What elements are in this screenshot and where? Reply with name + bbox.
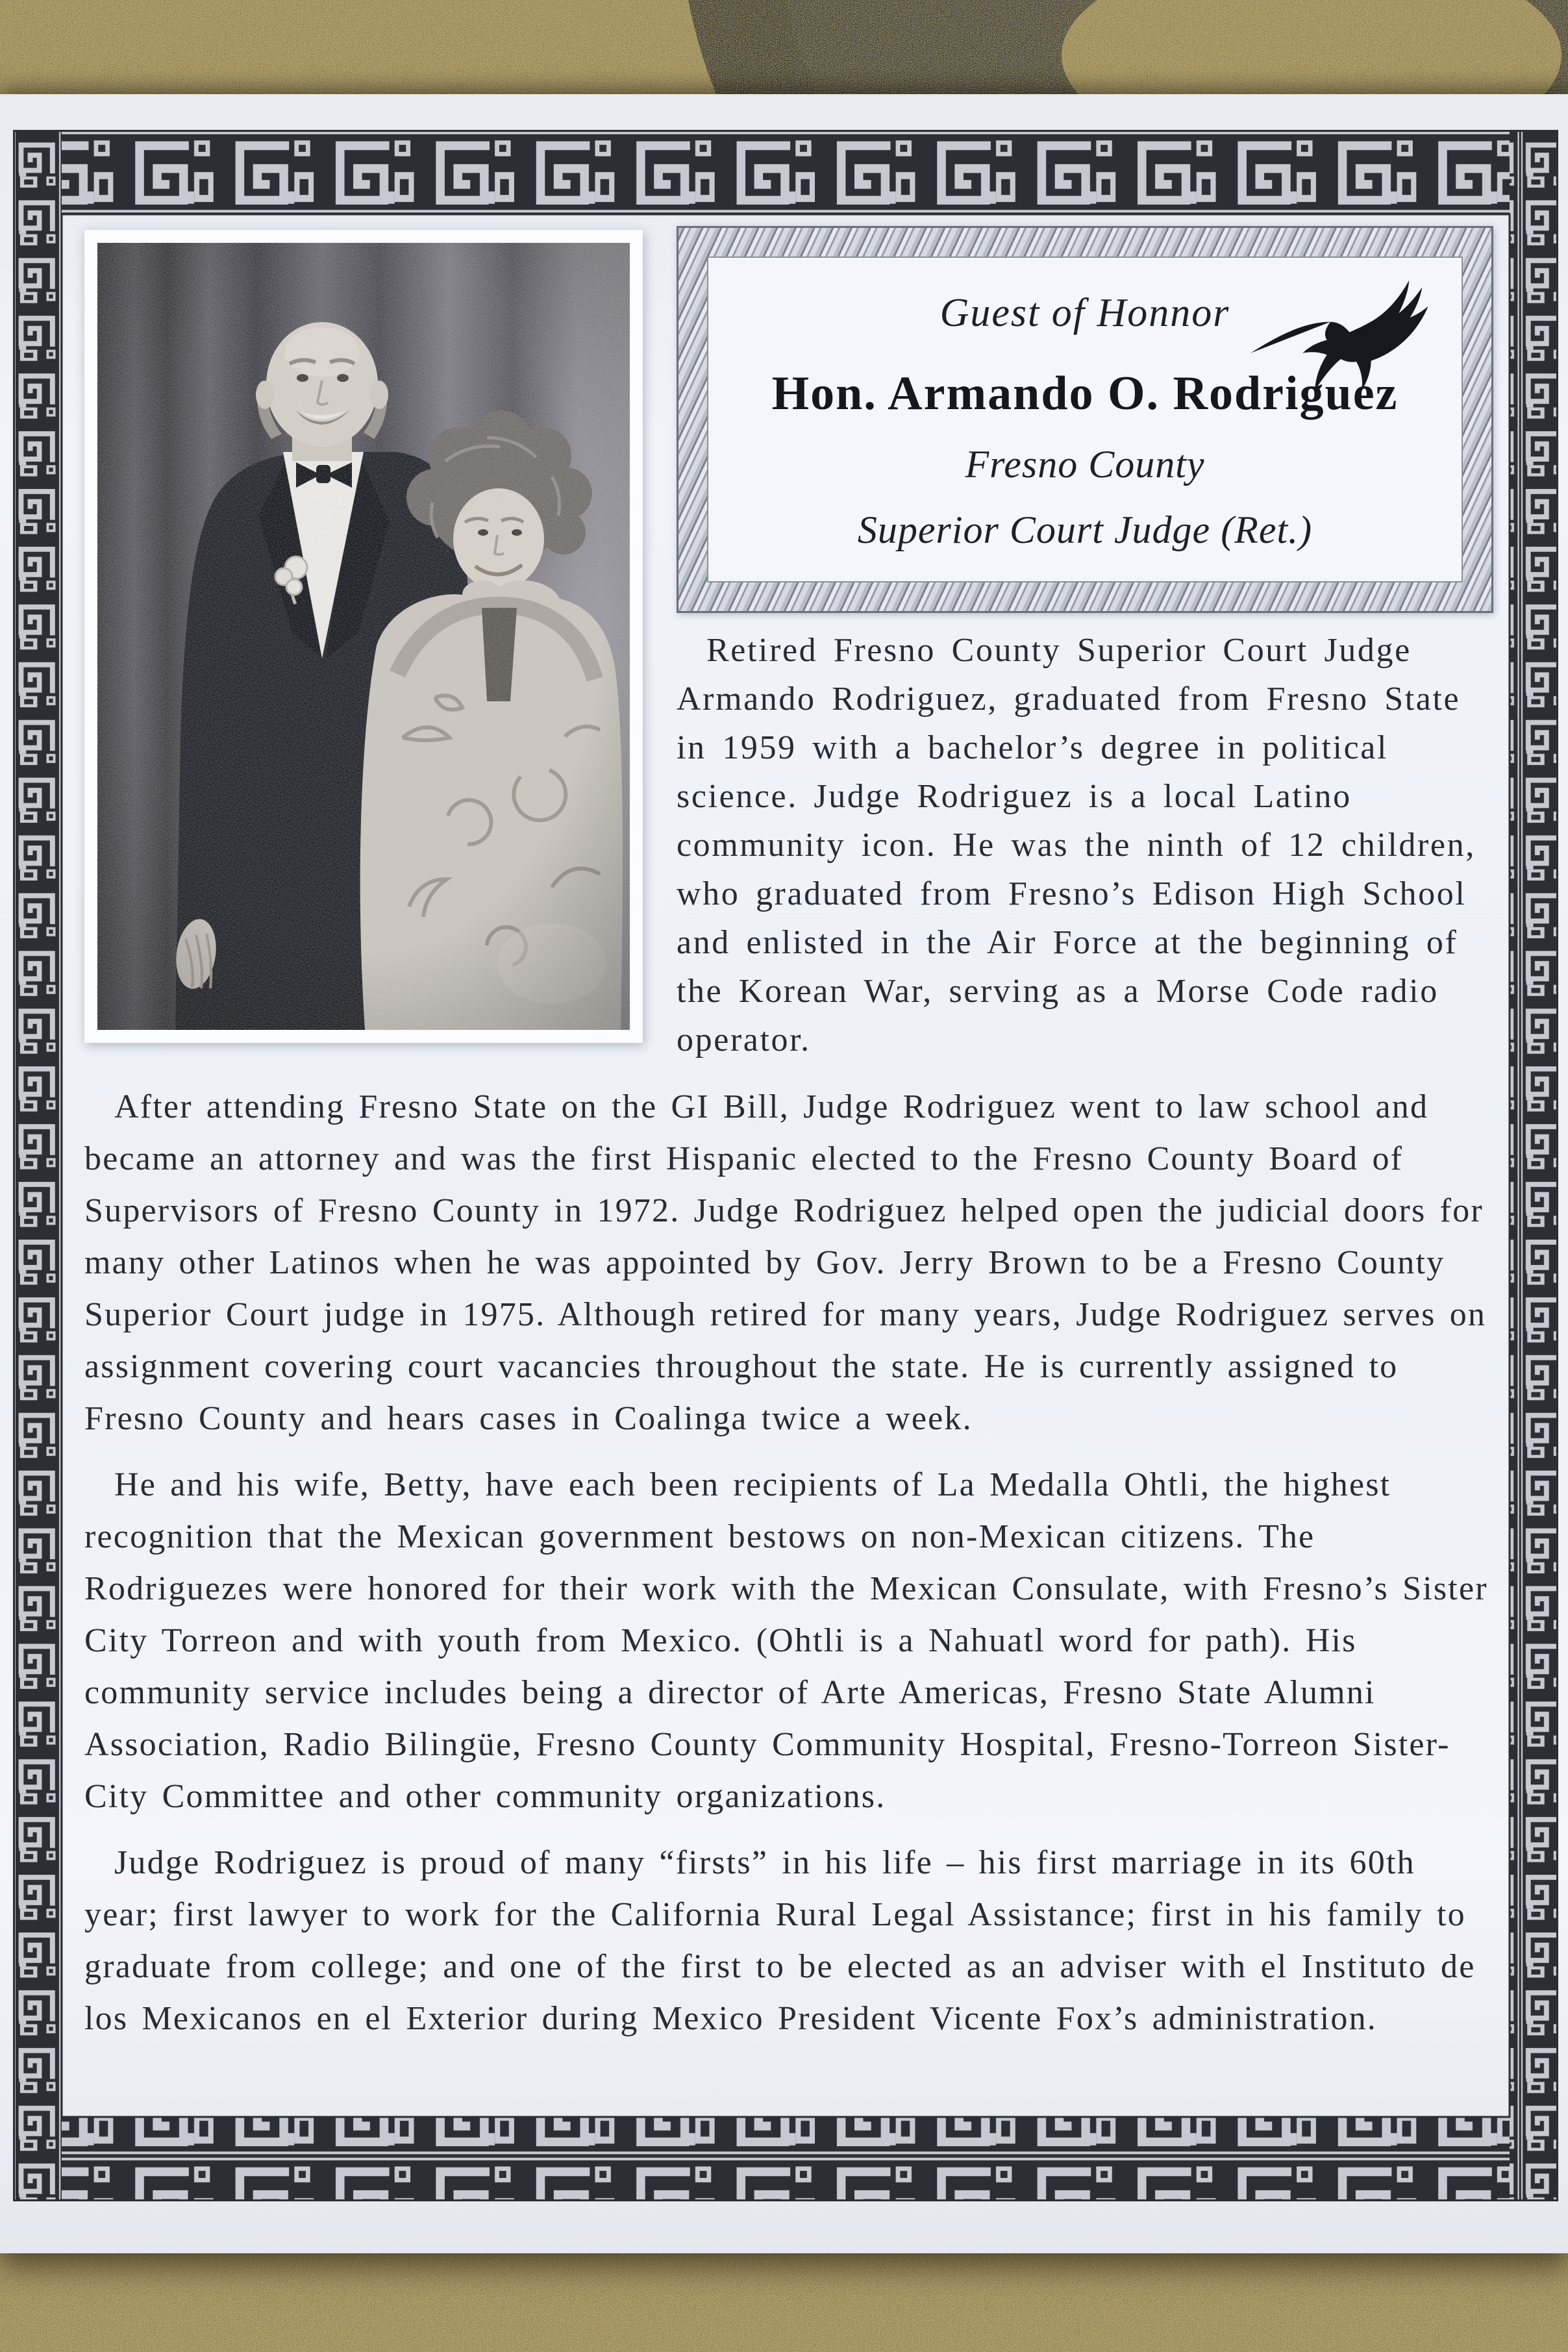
honoree-name: Hon. Armando O. Rodriguez — [771, 367, 1399, 420]
couple-photo-image — [97, 243, 630, 1030]
honoree-subtitle-role: Superior Court Judge (Ret.) — [857, 508, 1313, 551]
title-box — [677, 226, 1493, 613]
honoree-subtitle-county: Fresno County — [965, 443, 1205, 486]
article-paragraph-4: Judge Rodriguez is proud of many “firsts” in his life – his first marriage in its 60th year; first lawyer to work for the California Rural Legal Assistance; first in his family to graduate from college; and one of the first to be elected as an adviser with el Instituto de los Mexicanos en el Exterior during Mexico President Vicente Fox’s administration. — [84, 1844, 1476, 2037]
program-page — [0, 94, 1568, 2253]
title-box-inner — [707, 256, 1463, 582]
article-paragraph-1: Retired Fresno County Superior Court Judge Armando Rodriguez, graduated from Fresno State in 1959 with a bachelor’s degree in political science. Judge Rodriguez is a local Latino community icon. He was the ninth of 12 children, who graduated from Fresno’s Edison High School and enlisted in the Air Force at the beginning of the Korean War, serving as a Morse Code radio operator. — [677, 632, 1476, 1058]
page-content — [62, 214, 1510, 2117]
couple-photo — [84, 230, 643, 1043]
kicker-text: Guest of Honnor — [940, 291, 1230, 335]
article-paragraph-3: He and his wife, Betty, have each been recipients of La Medalla Ohtli, the highest recognition that the Mexican government bestows on non-Mexican citizens. The Rodriguezes were honored for their work with the Mexican Consulate, with Fresno’s Sister City Torreon and with youth from Mexico. (Ohtli is a Nahuatl word for path). His community service includes being a director of Arte Americas, Fresno State Alumni Association, Radio Bilingüe, Fresno County Community Hospital, Fresno-Torreon Sister-City Committee and other community organizations. — [84, 1466, 1488, 1815]
article-paragraph-2: After attending Fresno State on the GI Bill, Judge Rodriguez went to law school and became an attorney and was the first Hispanic elected to the Fresno County Board of Supervisors of Fresno County in 1972. Judge Rodriguez helped open the judicial doors for many other Latinos when he was appointed by Gov. Jerry Brown to be a Fresno County Superior Court judge in 1975. Although retired for many years, Judge Rodriguez serves on assignment covering court vacancies throughout the state. He is currently assigned to Fresno County and hears cases in Coalinga twice a week. — [84, 1088, 1487, 1437]
eagle-icon — [1242, 268, 1445, 398]
